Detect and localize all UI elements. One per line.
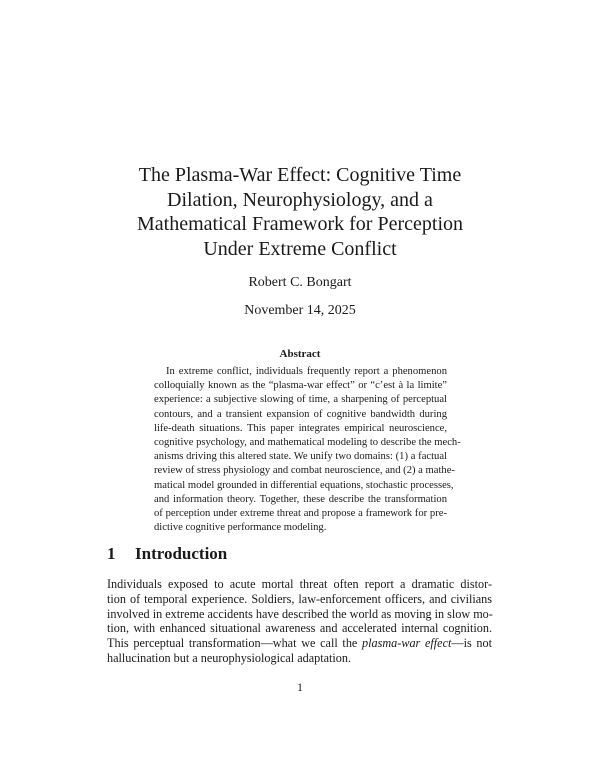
- abstract-line: and information theory. Together, these describe the transformation: [154, 493, 447, 505]
- body-text: —is not: [451, 636, 492, 651]
- abstract-line: cognitive psychology, and mathematical modeling to describe the mech-: [154, 437, 461, 449]
- body-text: This perceptual transformation—what we call the: [107, 636, 363, 651]
- body-line: involved in extreme accidents have described the world as moving in slow mo-: [107, 606, 493, 621]
- introduction-text: [107, 577, 492, 666]
- section-title: Introduction: [135, 544, 228, 563]
- abstract-text: [154, 365, 461, 535]
- emphasized-term: plasma-war effect: [362, 636, 452, 651]
- title-line: Under Extreme Conflict: [203, 237, 397, 260]
- publication-date: November 14, 2025: [244, 303, 356, 318]
- title-line: Dilation, Neurophysiology, and a: [167, 188, 433, 211]
- abstract-line: colloquially known as the “plasma-war effect” or “c’est à la limite”: [154, 380, 447, 392]
- body-line: [107, 636, 492, 651]
- title-line: Mathematical Framework for Perception: [137, 213, 463, 235]
- abstract-line: review of stress physiology and combat neuroscience, and (2) a mathe-: [154, 465, 455, 477]
- body-line: Individuals exposed to acute mortal threat often report a dramatic distor-: [107, 577, 492, 591]
- abstract-line: anisms driving this altered state. We unify two domains: (1) a factual: [154, 451, 447, 463]
- section-heading: [107, 544, 227, 564]
- abstract-line: of perception under extreme threat and propose a framework for pre-: [154, 508, 447, 520]
- body-line: tion, with enhanced situational awareness and accelerated internal cognition.: [107, 621, 492, 636]
- body-line: hallucination but a neurophysiological adaptation.: [107, 650, 352, 665]
- page-number: 1: [297, 680, 303, 694]
- abstract-line: matical model grounded in differential equations, stochastic processes,: [154, 479, 454, 491]
- abstract-heading: Abstract: [279, 348, 321, 360]
- abstract-line: experience: a subjective slowing of time, a sharpening of perceptual: [154, 394, 447, 406]
- abstract-line: dictive cognitive performance modeling.: [154, 522, 327, 534]
- body-line: tion of temporal experience. Soldiers, law-enforcement officers, and civilians: [107, 591, 492, 606]
- abstract-line: life-death situations. This paper integrates empirical neuroscience,: [154, 422, 447, 434]
- section-number: 1: [107, 544, 116, 563]
- abstract-line: In extreme conflict, individuals frequently report a phenomenon: [166, 366, 447, 377]
- author-name: Robert C. Bongart: [248, 275, 352, 290]
- title-line: The Plasma-War Effect: Cognitive Time: [138, 164, 462, 186]
- paper-title: [105, 163, 495, 261]
- abstract-line: contours, and a transient expansion of cognitive bandwidth during: [154, 408, 447, 420]
